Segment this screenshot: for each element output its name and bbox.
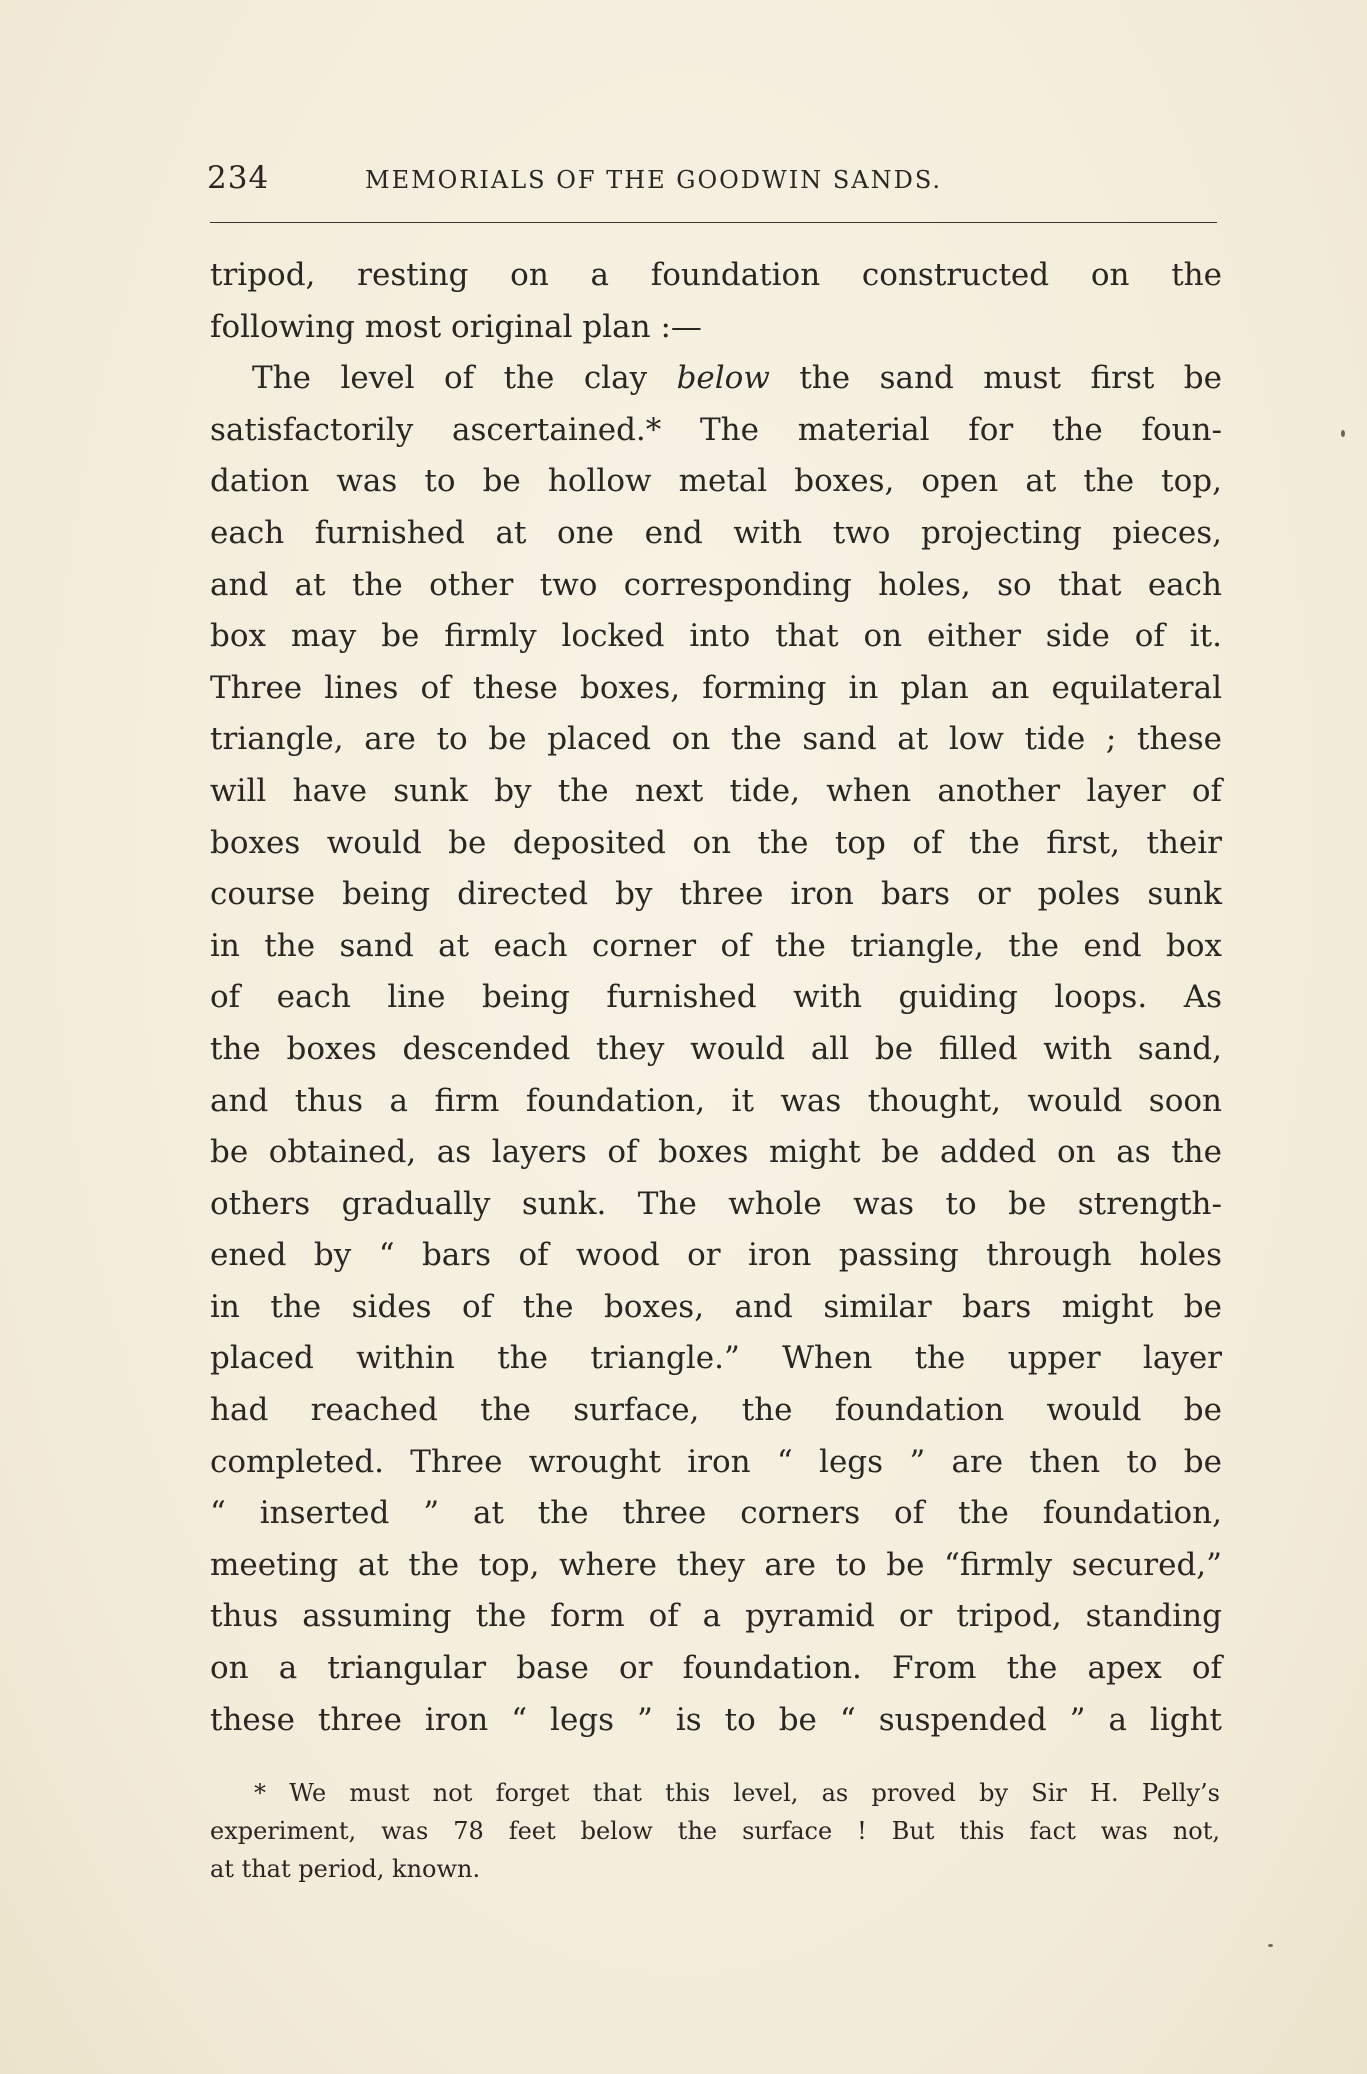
paper-speck bbox=[1268, 1944, 1273, 1947]
page-header bbox=[207, 160, 1217, 200]
text-line: following most original plan :— bbox=[210, 308, 702, 345]
page-number: 234 bbox=[207, 160, 270, 196]
text-line: the boxes descended they would all be filled with sand, bbox=[210, 1030, 1222, 1067]
text-line: dation was to be hollow metal boxes, open at the top, bbox=[210, 463, 1222, 500]
header-rule bbox=[210, 222, 1217, 223]
text-line: Three lines of these boxes, forming in plan an equilateral bbox=[210, 669, 1222, 706]
text-line: triangle, are to be placed on the sand at low tide ; these bbox=[210, 721, 1222, 758]
text-line: tripod, resting on a foundation constructed on the bbox=[210, 257, 1222, 293]
text-line: boxes would be deposited on the top of the first, their bbox=[210, 824, 1222, 861]
text-line: each furnished at one end with two projecting pieces, bbox=[210, 514, 1222, 551]
text-line: thus assuming the form of a pyramid or tripod, standing bbox=[210, 1598, 1222, 1635]
paper-speck bbox=[1341, 430, 1345, 437]
text-line: ened by “ bars of wood or iron passing through holes bbox=[210, 1237, 1222, 1274]
text-line: course being directed by three iron bars or poles sunk bbox=[210, 876, 1222, 913]
text-line: “ inserted ” at the three corners of the foundation, bbox=[210, 1495, 1222, 1532]
text-line-paragraph-start: The level of the clay below the sand must first be bbox=[252, 360, 1222, 397]
text-line: meeting at the top, where they are to be “firmly secured,” bbox=[210, 1546, 1222, 1583]
text-line: had reached the surface, the foundation would be bbox=[210, 1392, 1222, 1429]
text-line: satisfactorily ascertained.* The material for the foun- bbox=[210, 411, 1222, 448]
body-text bbox=[210, 250, 1222, 1746]
running-head: MEMORIALS OF THE GOODWIN SANDS. bbox=[365, 166, 943, 194]
footnote-line: experiment, was 78 feet below the surface ! But this fact was not, bbox=[210, 1817, 1220, 1845]
text-line: box may be firmly locked into that on either side of it. bbox=[210, 618, 1222, 655]
text-line: and thus a firm foundation, it was thought, would soon bbox=[210, 1082, 1222, 1119]
text-line: completed. Three wrought iron “ legs ” are then to be bbox=[210, 1443, 1222, 1480]
footnote bbox=[210, 1774, 1220, 1888]
text-line: and at the other two corresponding holes, so that each bbox=[210, 566, 1222, 603]
text-line: in the sides of the boxes, and similar bars might be bbox=[210, 1288, 1222, 1325]
text-line: in the sand at each corner of the triangle, the end box bbox=[210, 927, 1222, 964]
text-line: on a triangular base or foundation. From the apex of bbox=[210, 1650, 1222, 1687]
text-line: placed within the triangle.” When the upper layer bbox=[210, 1340, 1222, 1377]
footnote-line: * We must not forget that this level, as proved by Sir H. Pelly’s bbox=[254, 1779, 1220, 1807]
text-line: others gradually sunk. The whole was to be strength- bbox=[210, 1185, 1222, 1222]
footnote-line: at that period, known. bbox=[210, 1855, 481, 1883]
emphasis-below: below bbox=[676, 360, 770, 397]
text-line: will have sunk by the next tide, when another layer of bbox=[210, 772, 1222, 809]
text-line: these three iron “ legs ” is to be “ suspended ” a light bbox=[210, 1701, 1222, 1738]
text-line: be obtained, as layers of boxes might be added on as the bbox=[210, 1134, 1222, 1171]
text-line: of each line being furnished with guiding loops. As bbox=[210, 979, 1222, 1016]
